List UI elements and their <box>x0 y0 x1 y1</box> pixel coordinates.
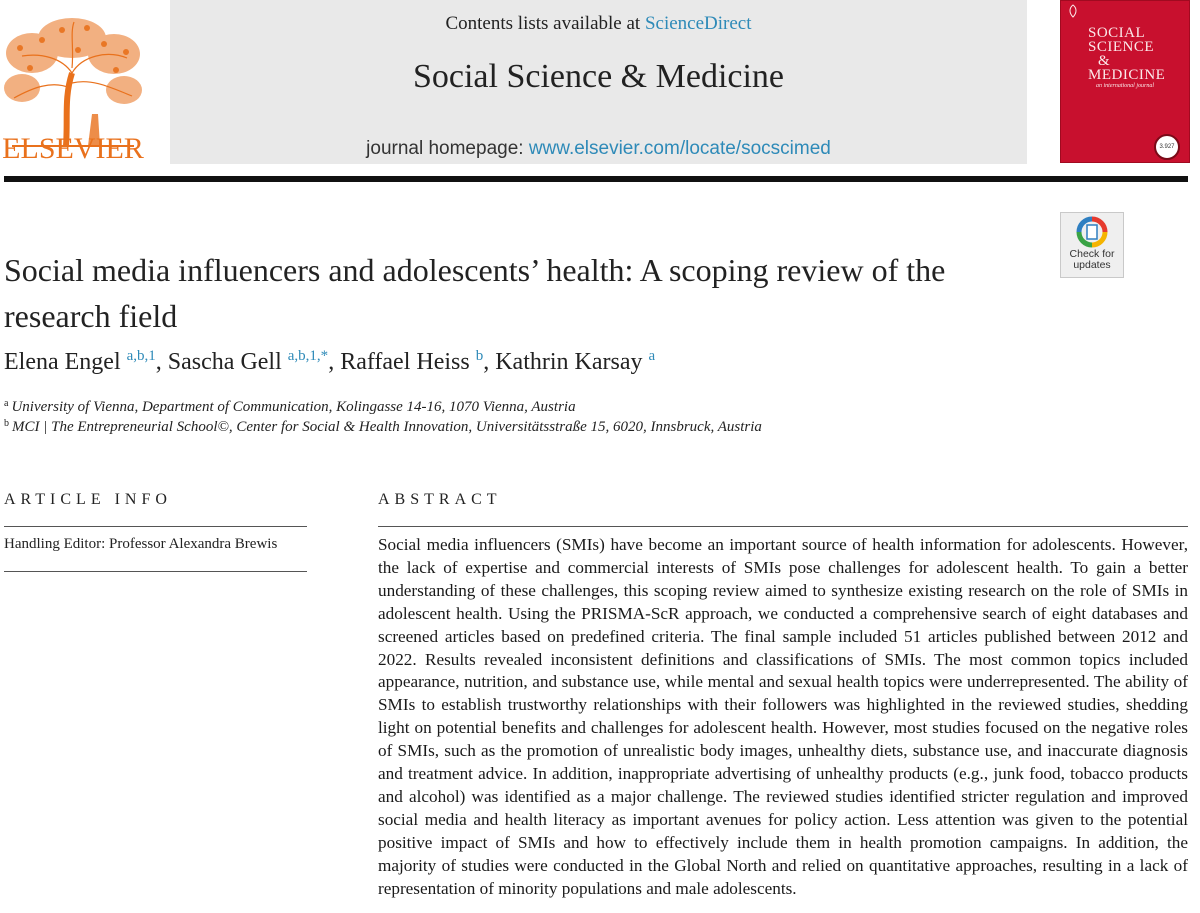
check-for-updates-label <box>1060 249 1124 271</box>
author-name: Raffael Heiss <box>340 349 470 375</box>
author-affiliation-link[interactable]: a,b,1 <box>126 348 156 364</box>
publisher-mark-icon <box>1067 4 1079 18</box>
cover-title-line: & <box>1098 53 1111 69</box>
cover-title <box>1088 26 1184 82</box>
check-for-updates-icon <box>1076 216 1108 248</box>
abstract-text: Social media influencers (SMIs) have become an important source of health information for adolescents. However, the lack of expertise and commercial interests of SMIs pose challenges for adolescent health. To gain a better understanding of these challenges, this scoping review aimed to synthesize existing research on the role of SMIs in adolescent health. Using the PRISMA-ScR approach, we conducted a comprehensive search of eight databases and screened articles based on predefined criteria. The final sample included 51 articles published between 2012 and 2022. Results revealed inconsistent definitions and classifications of SMIs. The most common topics included appearance, nutrition, and substance use, while mental and sexual health topics were underrepresented. The ability of SMIs to establish trustworthy relationships with their followers was highlighted in the reviewed studies, shedding light on potential benefits and challenges for adolescent health. However, most studies focused on the negative roles of SMIs, such as the promotion of unrealistic body images, unhealthy diets, substance use, and inaccurate diagnosis and treatment advice. In addition, inappropriate advertising of unhealthy products (e.g., junk food, tobacco products and alcohol) was identified as a major challenge. The reviewed studies identified stricter regulation and improved social media and health literacy as important avenues for policy action. Less attention was given to the potential positive impact of SMIs and how to effectively include them in health promotion campaigns. In addition, the majority of studies were conducted in the Global North and relied on quantitative approaches, resulting in a lack of representation of minority populations and male adolescents. <box>378 535 1188 898</box>
author-affiliation-link[interactable]: a <box>648 348 656 364</box>
author-separator: , <box>155 349 168 375</box>
abstract-divider <box>378 526 1188 527</box>
cover-subtitle: an international journal <box>1096 83 1155 89</box>
author-affiliation-link[interactable]: b <box>475 348 484 364</box>
author-list <box>4 348 1104 376</box>
affiliation-mark: b <box>4 418 9 429</box>
cover-title-line: MEDICINE <box>1088 67 1166 83</box>
author-name: Elena Engel <box>4 349 121 375</box>
homepage-line <box>170 138 1027 160</box>
article-info-heading: ARTICLE INFO <box>4 491 172 508</box>
author-separator: , <box>328 349 341 375</box>
article-title-line: Social media influencers and adolescents’ health: A scoping review of the <box>4 252 946 288</box>
author-separator: , <box>483 349 496 375</box>
publisher-logo-text: ELSEVIER <box>2 132 144 165</box>
header-divider <box>4 176 1188 182</box>
affiliation-a <box>4 398 576 416</box>
article-info-divider <box>4 526 307 527</box>
cover-impact-badge: 3.927 <box>1154 134 1180 160</box>
affiliation-text: MCI | The Entrepreneurial School©, Center for Social & Health Innovation, Universitätsstraße 15, 6020, Innsbruck, Austria <box>12 419 762 435</box>
sciencedirect-link[interactable]: ScienceDirect <box>644 13 752 34</box>
article-info-bottom-divider <box>4 571 307 572</box>
author-name: Sascha Gell <box>167 349 282 375</box>
contents-line <box>170 13 1027 35</box>
affiliation-mark: a <box>4 398 9 409</box>
article-title <box>4 247 1044 339</box>
article-title-line: research field <box>4 298 178 334</box>
contents-prefix: Contents lists available at <box>445 13 645 34</box>
cover-title-line: SCIENCE <box>1088 39 1155 55</box>
affiliation-b <box>4 418 762 436</box>
journal-title: Social Science & Medicine <box>412 58 785 95</box>
handling-editor: Handling Editor: Professor Alexandra Brewis <box>4 536 278 552</box>
journal-homepage-link[interactable]: www.elsevier.com/locate/socscimed <box>528 138 831 159</box>
cover-title-line: SOCIAL <box>1088 25 1146 41</box>
author-name: Kathrin Karsay <box>495 349 643 375</box>
check-label-line: Check for <box>1069 248 1115 260</box>
check-label-line: updates <box>1073 259 1111 271</box>
author-affiliation-link[interactable]: a,b,1,* <box>287 348 329 364</box>
affiliation-text: University of Vienna, Department of Communication, Kolingasse 14-16, 1070 Vienna, Austria <box>11 399 576 415</box>
homepage-prefix: journal homepage: <box>366 138 529 159</box>
abstract-heading: ABSTRACT <box>378 491 502 508</box>
